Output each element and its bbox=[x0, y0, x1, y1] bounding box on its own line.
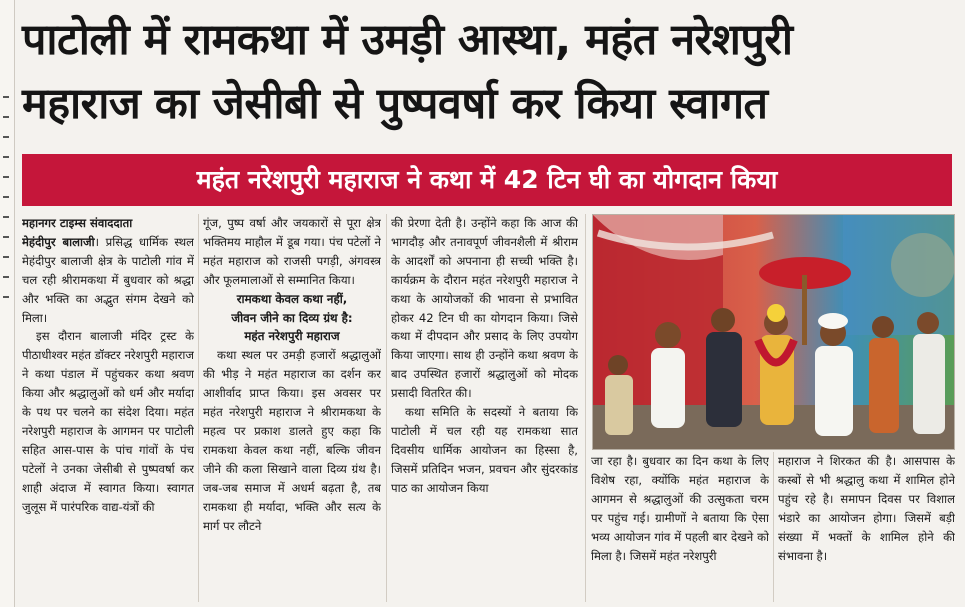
paragraph: की प्रेरणा देती है। उन्होंने कहा कि आज की भागदौड़ और तनावपूर्ण जीवनशैली में श्रीराम के आदर्शों को अपनाना ही सच्ची भक्ति है। कार्यक्रम के दौरान महंत नरेशपुरी महाराज ने कथा के आयोजकों की भावना से प्रभावित होकर 42 टिन घी का योगदान किया। जिसे कथा में दीपदान और प्रसाद के लिए उपयोग किया जाएगा। साथ ही उन्होंने कथा श्रवण के बाद उपस्थित हजारों श्रद्धालुओं को मोदक प्रसादी वितरित की। bbox=[391, 216, 578, 401]
paragraph: कथा स्थल पर उमड़ी हजारों श्रद्धालुओं की भीड़ ने महंत महाराज का दर्शन कर आशीर्वाद प्राप्त किया। इस अवसर पर महंत नरेशपुरी महाराज ने श्रीरामकथा के महत्व पर प्रकाश डालते हुए कहा कि रामकथा केवल कथा नहीं, बल्कि जीवन जीने की कला सिखाने वाला दिव्य ग्रंथ है। जब-जब समाज में अधर्म बढ़ता है, तब रामकथा ही मर्यादा, भक्ति और सत्य के मार्ग पर लौटने bbox=[203, 348, 381, 533]
crosshead-line-2: जीवन जीने का दिव्य ग्रंथ है: bbox=[231, 310, 353, 325]
crosshead-line-1: रामकथा केवल कथा नहीं, bbox=[236, 291, 348, 306]
headline-line-1: पाटोली में रामकथा में उमड़ी आस्था, महंत नरेशपुरी bbox=[22, 15, 793, 65]
paragraph-text: प्रसिद्ध धार्मिक स्थल मेहंदीपुर बालाजी क्षेत्र के पाटोली गांव में चल रही श्रीरामकथा में बुधवार को श्रद्धा और भक्ति का अद्भुत संगम देखने को मिला। bbox=[22, 234, 194, 325]
column-rule bbox=[386, 214, 387, 602]
headline-line-2: महाराज का जेसीबी से पुष्पवर्षा कर किया स्वागत bbox=[22, 79, 768, 129]
crosshead bbox=[203, 290, 381, 347]
crosshead-line-3: महंत नरेशपुरी महाराज bbox=[244, 329, 340, 344]
headline bbox=[22, 8, 957, 148]
byline-reporter: महानगर टाइम्स संवाददाता bbox=[22, 216, 133, 230]
paragraph: जा रहा है। बुधवार का दिन कथा के लिए विशेष रहा, क्योंकि महंत महाराज के आगमन से श्रद्धालुओं की उत्सुकता चरम पर पहुंच गई। ग्रामीणों ने बताया कि ऐसा भव्य आयोजन गांव में पहली बार देखने को मिला है। जिसमें महंत नरेशपुरी bbox=[591, 454, 769, 563]
article-column-3 bbox=[391, 214, 578, 604]
article-column-4 bbox=[591, 452, 769, 602]
paragraph: इस दौरान बालाजी मंदिर ट्रस्ट के पीठाधीश्वर महंत डॉक्टर नरेशपुरी महाराज ने कथा पंडाल में पहुंचकर कथा श्रवण किया और श्रद्धालुओं को धर्म और मर्यादा के पथ पर चलने का संदेश दिया। महंत नरेशपुरी महाराज के आगमन पर पाटोली सहित आस-पास के पांच गांवों के पंच पटेलों ने उनका जेसीबी से पुष्पवर्षा कर शाही अंदाज में स्वागत किया। स्वागत जुलूस में पारंपरिक वाद्य-यंत्रों की bbox=[22, 329, 194, 514]
event-photo-image bbox=[593, 215, 954, 449]
article-column-2 bbox=[203, 214, 381, 604]
article-column-5 bbox=[778, 452, 955, 602]
paragraph: गूंज, पुष्प वर्षा और जयकारों से पूरा क्षेत्र भक्तिमय माहौल में डूब गया। पंच पटेलों ने महंत महाराज को राजसी पगड़ी, अंगवस्त्र और फूलमालाओं से सम्मानित किया। bbox=[203, 216, 381, 287]
intro-paragraph: महानगर टाइम्स संवाददाता मेहंदीपुर बालाजी। प्रसिद्ध धार्मिक स्थल मेहंदीपुर बालाजी क्षेत्र के पाटोली गांव में चल रही श्रीरामकथा में बुधवार को श्रद्धा और भक्ति का अद्भुत संगम देखने को मिला। bbox=[22, 216, 194, 325]
column-rule bbox=[773, 452, 774, 602]
subheadline-banner: महंत नरेशपुरी महाराज ने कथा में 42 टिन घी का योगदान किया bbox=[22, 154, 952, 206]
column-rule bbox=[585, 214, 586, 602]
byline-place: मेहंदीपुर बालाजी bbox=[22, 234, 95, 249]
column-rule bbox=[198, 214, 199, 602]
paragraph: कथा समिति के सदस्यों ने बताया कि पाटोली में चल रही यह रामकथा सात दिवसीय धार्मिक आयोजन का हिस्सा है, जिसमें प्रतिदिन भजन, प्रवचन और सुंदरकांड पाठ का आयोजन किया bbox=[391, 405, 578, 495]
event-photo bbox=[592, 214, 955, 450]
article-column-1 bbox=[22, 214, 194, 604]
adjacent-column-edge bbox=[0, 0, 15, 607]
paragraph: महाराज ने शिरकत की है। आसपास के कस्बों से भी श्रद्धालु कथा में शामिल होने पहुंच रहे है। समापन दिवस पर विशाल भंडारे का आयोजन होगा। जिसमें बड़ी संख्या में भक्तों के शामिल होने की संभावना है। bbox=[778, 454, 955, 563]
